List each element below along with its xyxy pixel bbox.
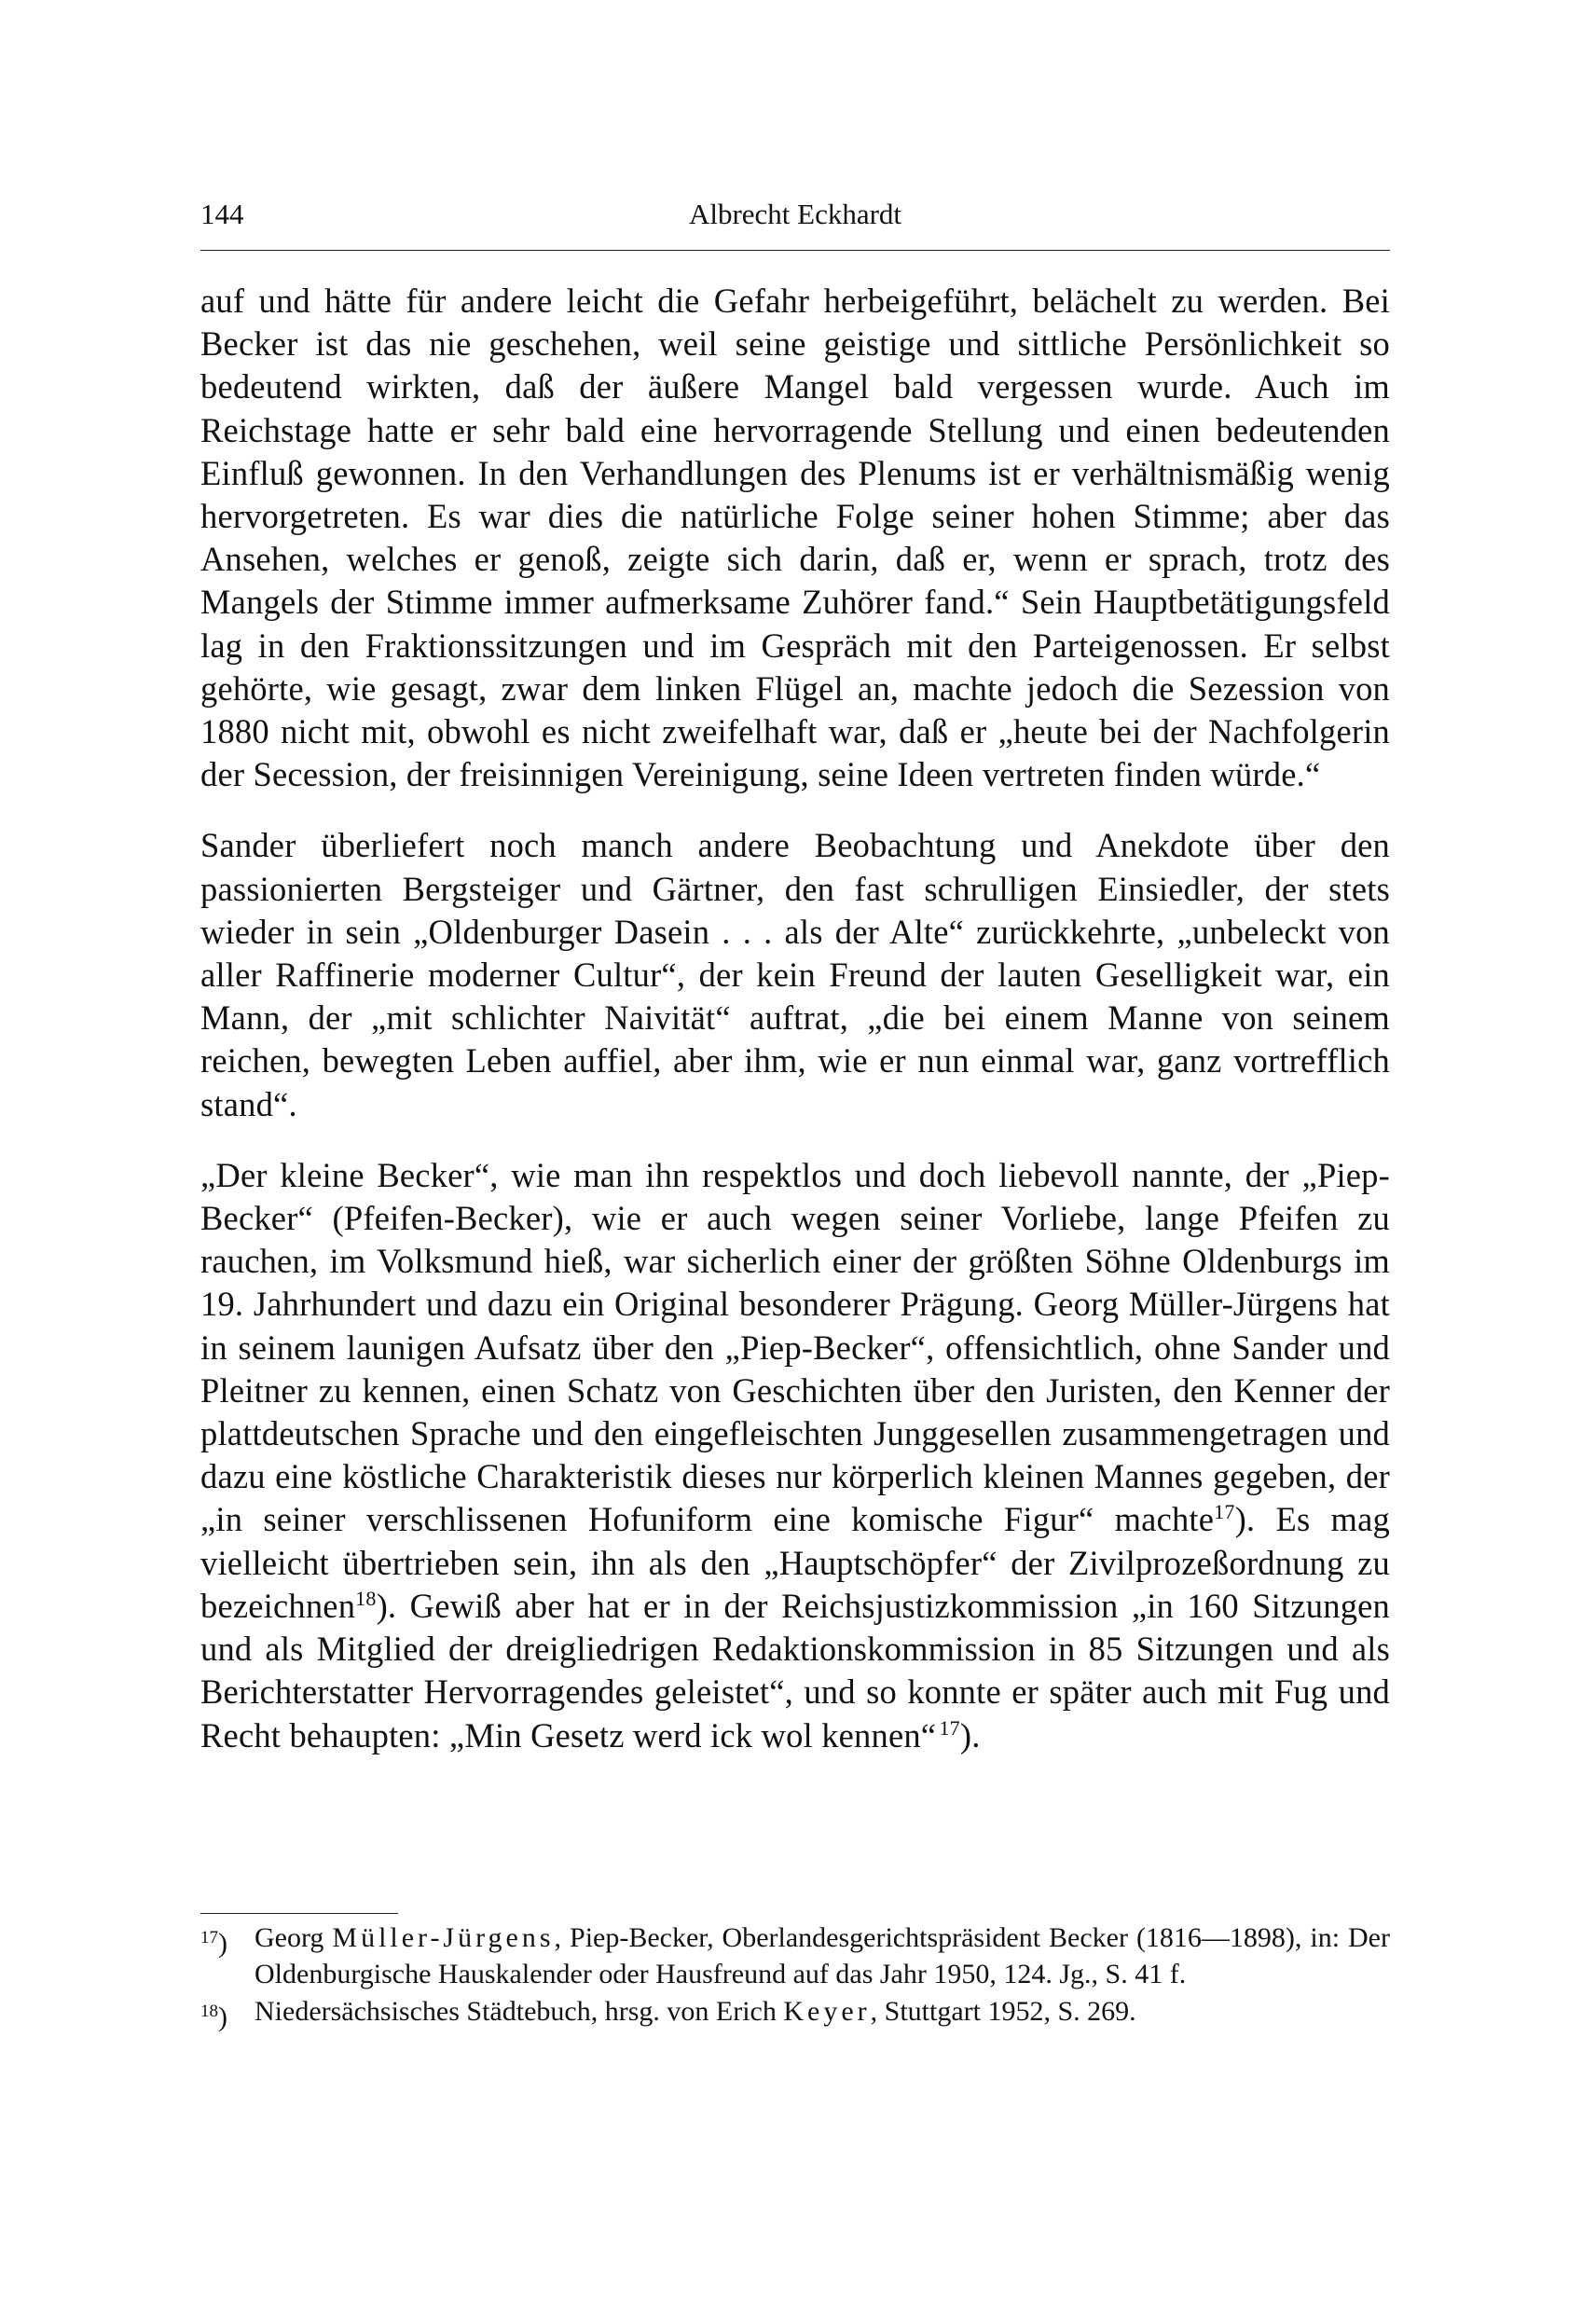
- main-text: [200, 280, 1390, 1757]
- running-title: Albrecht Eckhardt: [688, 198, 902, 230]
- footnote-17-text-b: , Piep-Becker, Oberlandesgerichtspräsident Becker (1816—1898), in: Der Oldenburgische Hauskalender oder Hausfreund auf das Jahr 1950, 124. Jg., S. 41 f.: [255, 1922, 1390, 1989]
- footnote-18-author: Keyer: [783, 1996, 871, 2027]
- page-number: 144: [200, 198, 244, 230]
- footnote-17-author: Müller-Jürgens: [332, 1922, 555, 1953]
- paragraph-2: Sander überliefert noch manch andere Beobachtung und Anekdote über den passionierten Bergsteiger und Gärtner, den fast schrulligen Einsiedler, der stets wieder in sein „Oldenburger Dasein . . . als der Alte“ zurückkehrte, „unbeleckt von aller Raffinerie moderner Cultur“, der kein Freund der lauten Geselligkeit war, ein Mann, der „mit schlichter Naivität“ auftrat, „die bei einem Manne von seinem reichen, bewegten Leben auffiel, aber ihm, wie er nun einmal war, ganz vortrefflich stand“.: [200, 826, 1390, 1123]
- footnote-mark-18: $^{18}$): [200, 2002, 227, 2032]
- footnote-17: [200, 1920, 1390, 1992]
- footnote-18: [200, 1994, 1390, 2030]
- paragraph-3-text-b: ). Es mag vielleicht übertrieben sein, ihn als den „Hauptschöpfer“ der Zivilprozeßordnung zu bezeichnen: [200, 1500, 1390, 1625]
- footnotes: [200, 1920, 1390, 2030]
- footnote-ref-18: 18: [355, 1586, 377, 1610]
- paragraph-3-text-c: ). Gewiß aber hat er in der Reichsjustizkommission „in 160 Sitzungen und als Mitglied der dreigliedrigen Redaktionskommission in 85 Sitzungen und als Berichterstatter Hervorragendes geleistet“, und so konnte er später auch mit Fug und Recht behaupten: „Min Gesetz werd ick wol kennen“: [200, 1586, 1390, 1755]
- paragraph-3-text-d: ).: [959, 1715, 981, 1755]
- header-rule: [200, 250, 1390, 251]
- footnote-rule: [200, 1913, 398, 1914]
- paragraph-3: [200, 1154, 1390, 1757]
- footnote-17-text-a: Georg: [255, 1922, 333, 1953]
- footnote-18-text-a: Niedersächsisches Städtebuch, hrsg. von Erich: [255, 1996, 784, 2027]
- paragraph-3-text-a: „Der kleine Becker“, wie man ihn respektlos und doch liebevoll nannte, der „Piep-Becker“ (Pfeifen-Becker), wie er auch wegen seiner Vorliebe, lange Pfeifen zu rauchen, im Volksmund hieß, war sicherlich einer der größten Söhne Oldenburgs im 19. Jahrhundert und dazu ein Original besonderer Prägung. Georg Müller-Jürgens hat in seinem launigen Aufsatz über den „Piep-Becker“, offensichtlich, ohne Sander und Pleitner zu kennen, einen Schatz von Geschichten über den Juristen, den Kenner der plattdeutschen Sprache und den eingefleischten Junggesellen zusammengetragen und dazu eine köstliche Charakteristik dieses nur körperlich kleinen Mannes gegeben, der „in seiner verschlissenen Hofuniform eine komische Figur“ machte: [200, 1155, 1390, 1539]
- footnote-ref-17: 17: [1214, 1500, 1235, 1524]
- paragraph-1: auf und hätte für andere leicht die Gefahr herbeigeführt, belächelt zu werden. Bei Becker ist das nie geschehen, weil seine geistige und sittliche Persönlichkeit so bedeutend wirkten, daß der äußere Mangel bald vergessen wurde. Auch im Reichstage hatte er sehr bald eine hervorragende Stellung und einen bedeutenden Einfluß gewonnen. In den Verhandlungen des Plenums ist er verhältnismäßig wenig hervorgetreten. Es war dies die natürliche Folge seiner hohen Stimme; aber das Ansehen, welches er genoß, zeigte sich darin, daß er, wenn er sprach, trotz des Mangels der Stimme immer aufmerksame Zuhörer fand.“ Sein Hauptbetätigungsfeld lag in den Fraktionssitzungen und im Gespräch mit den Parteigenossen. Er selbst gehörte, wie gesagt, zwar dem linken Flügel an, machte jedoch die Sezession von 1880 nicht mit, obwohl es nicht zweifelhaft war, daß er „heute bei der Nachfolgerin der Secession, der freisinnigen Vereinigung, seine Ideen vertreten finden würde.“: [200, 282, 1390, 794]
- footnote-18-text-b: , Stuttgart 1952, S. 269.: [870, 1996, 1136, 2027]
- page-header: [200, 191, 1390, 238]
- footnote-mark-17: $^{17}$): [200, 1928, 227, 1959]
- footnote-ref-17-b: 17: [939, 1715, 960, 1740]
